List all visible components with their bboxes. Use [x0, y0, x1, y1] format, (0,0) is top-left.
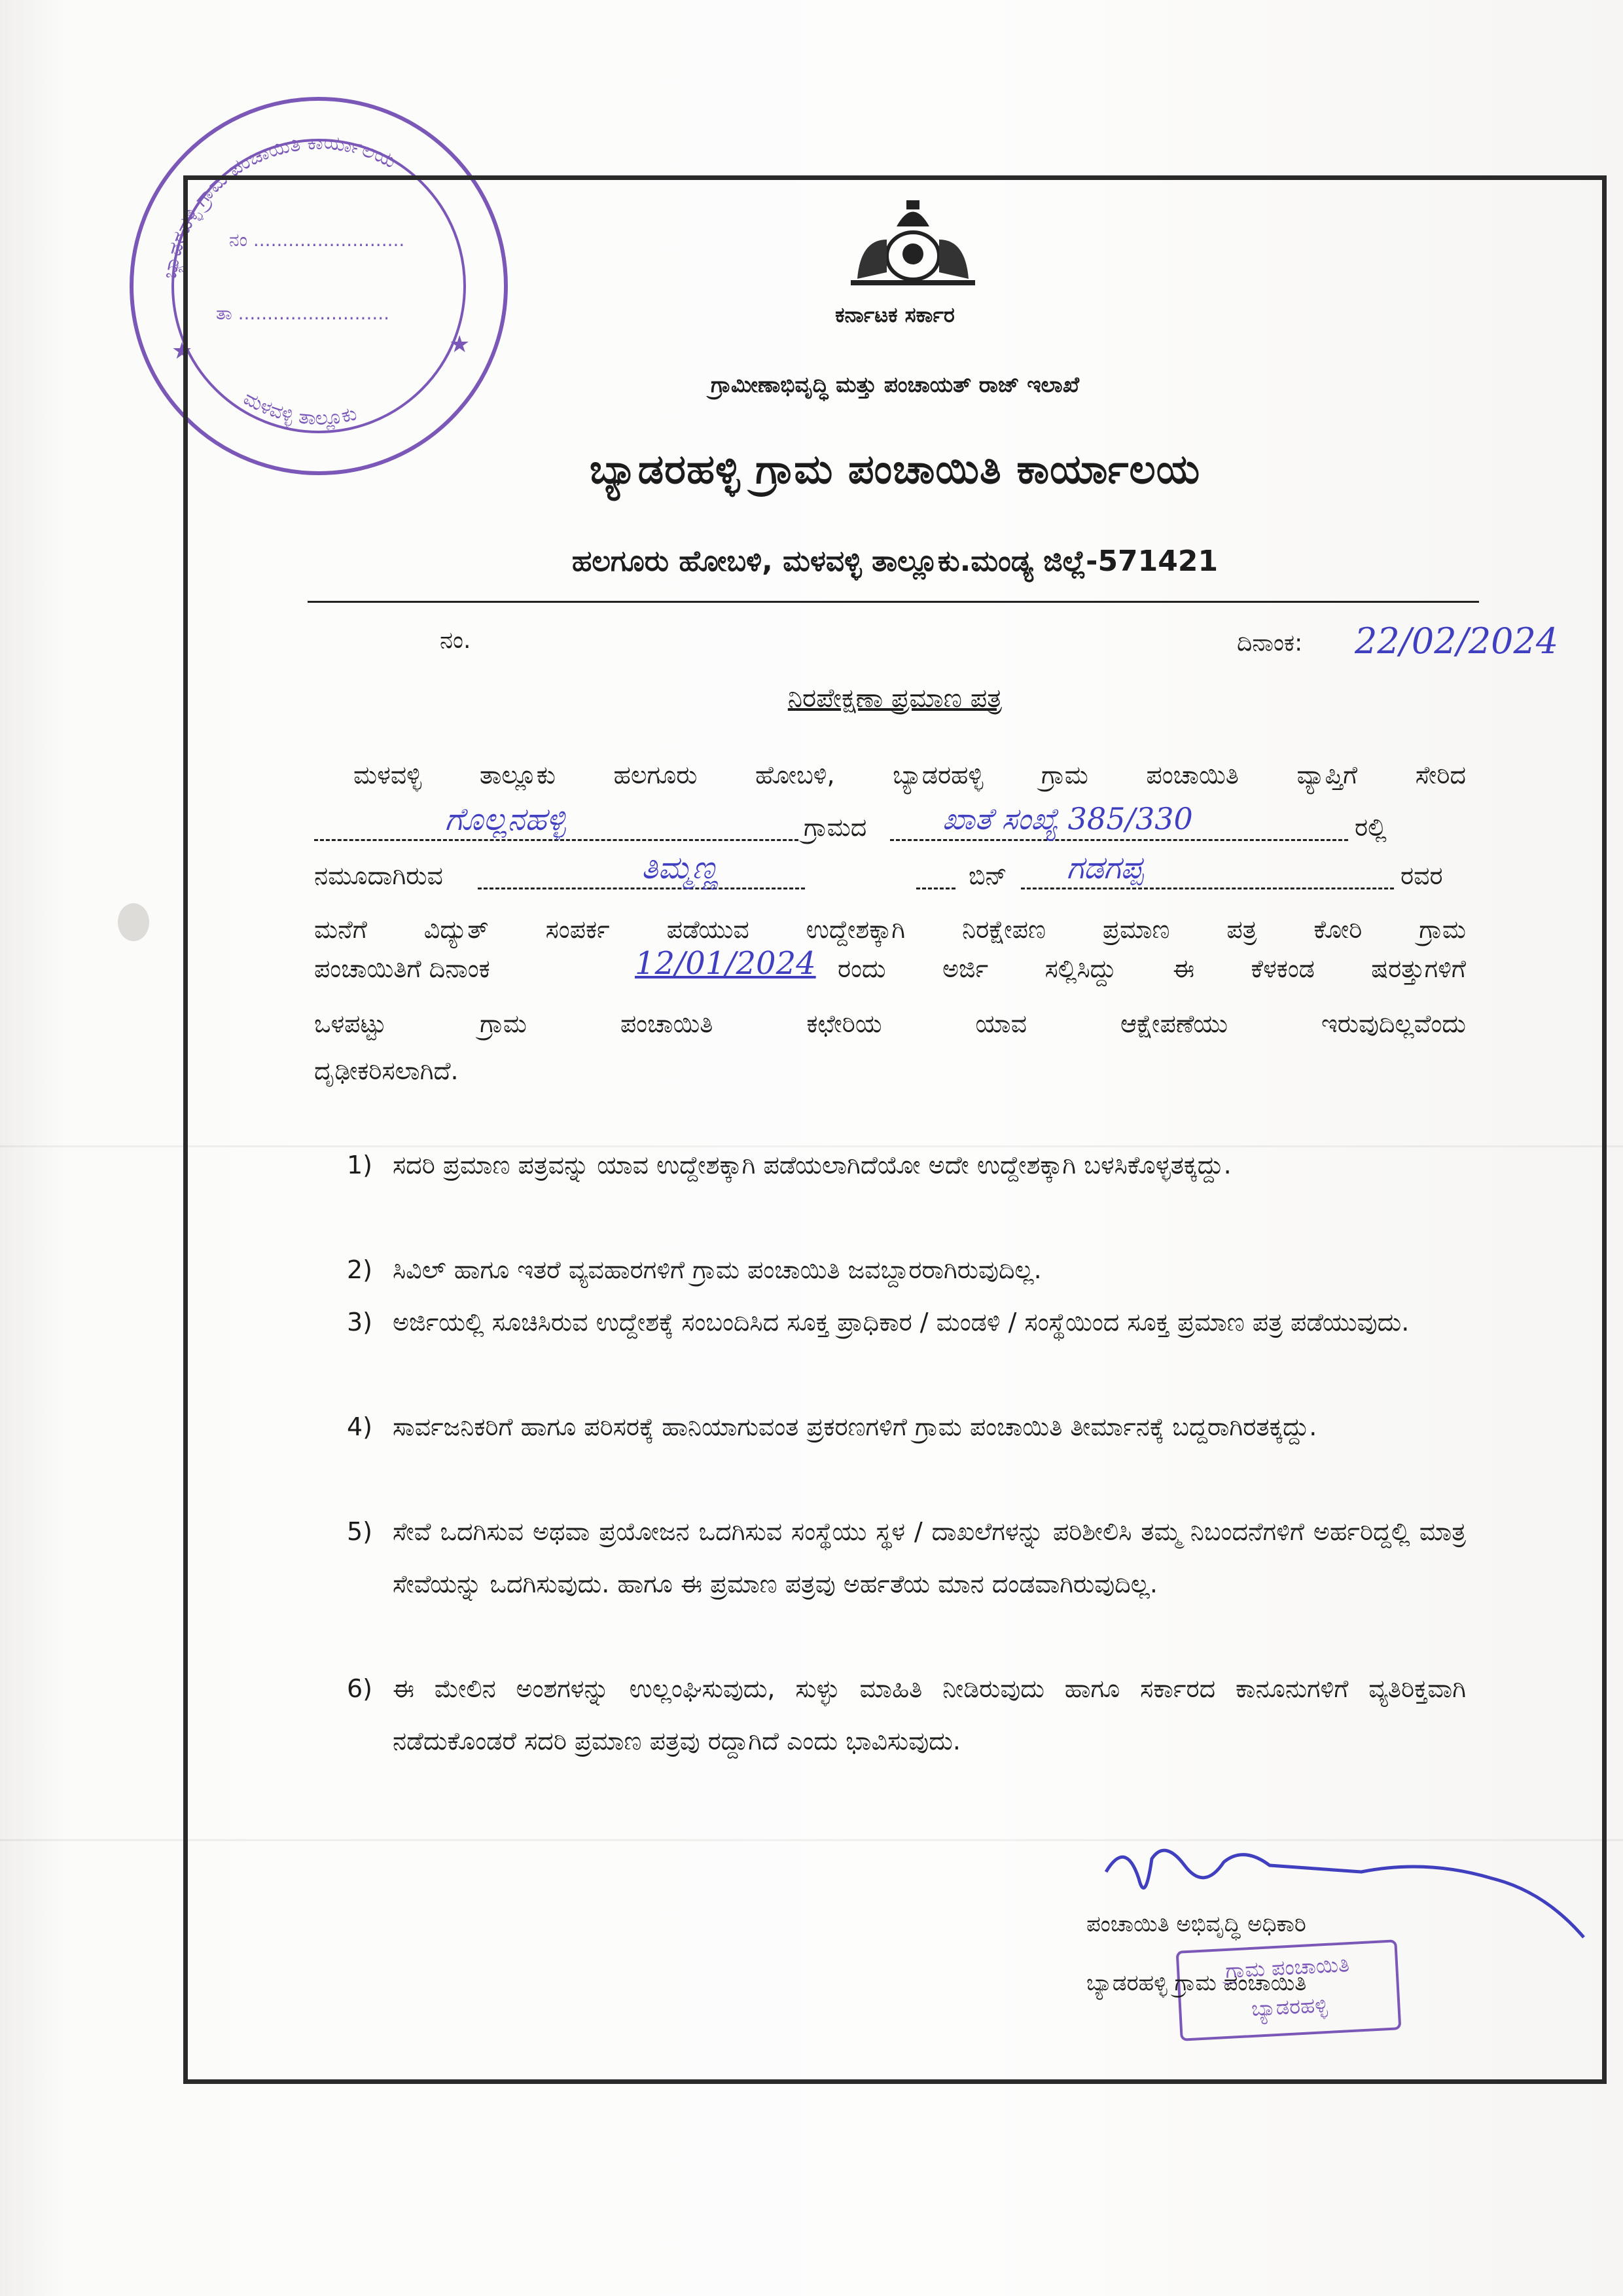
office-name: ಬ್ಯಾಡರಹಳ್ಳಿ ಗ್ರಾಮ ಪಂಚಾಯಿತಿ ಕಾರ್ಯಾಲಯ [589, 445, 1201, 493]
seal-line-1: ಗ್ರಾಮ ಪಂಚಾಯಿತಿ [1224, 1952, 1350, 1983]
village-suffix: ಗ್ರಾಮದ [804, 813, 867, 842]
condition-item: 2) ಸಿವಿಲ್ ಹಾಗೂ ಇತರೆ ವ್ಯವಹಾರಗಳಿಗೆ ಗ್ರಾಮ ಪಂಚಾಯಿತಿ ಜವಬ್ದಾರರಾಗಿರುವುದಿಲ್ಲ. [347, 1255, 1042, 1284]
date-value-handwritten: 22/02/2024 [1355, 620, 1559, 662]
condition-item: 3) ಅರ್ಜಿಯಲ್ಲಿ ಸೂಚಿಸಿರುವ ಉದ್ದೇಶಕ್ಕೆ ಸಂಬಂದಿಸಿದ ಸೂಕ್ತ ಪ್ರಾಧಿಕಾರ / ಮಂಡಳಿ / ಸಂಸ್ಥೆಯಿಂದ ಸೂಕ್ತ ಪ್ರಮಾಣ ಪತ್ರ ಪಡೆಯುವುದು. [347, 1308, 1410, 1336]
signatory-designation: ಪಂಚಾಯಿತಿ ಅಭಿವೃದ್ಧಿ ಅಧಿಕಾರಿ [1086, 1911, 1306, 1937]
village-value-handwritten: ಗೊಲ್ಲನಹಳ್ಳಿ [445, 801, 566, 838]
bin-label: ಬಿನ್ [969, 861, 1007, 890]
signatory-office: ಬ್ಯಾಡರಹಳ್ಳಿ ಗ್ರಾಮ ಪಂಚಾಯಿತಿ [1086, 1970, 1307, 1996]
property-value-handwritten: ಖಾತೆ ಸಂಖ್ಯೆ 385/330 [942, 801, 1193, 836]
line4-post: ರಂದು ಅರ್ಜಿ ಸಲ್ಲಿಸಿದ್ದು ಈ ಕೆಳಕಂಡ ಷರತ್ತುಗಳಿಗೆ [838, 954, 1466, 983]
body-line-name [314, 850, 1466, 903]
certificate-title: ನಿರಪೇಕ್ಷಣಾ ಪ್ರಮಾಣ ಪತ್ರ [787, 683, 1003, 713]
government-name: ಕರ್ನಾಟಕ ಸರ್ಕಾರ [835, 302, 955, 327]
stamp-outer-text: ಬ್ಯಾಡರಹಳ್ಳಿ ಗ್ರಾಮ ಪಂಚಾಯಿತಿ ಕಾರ್ಯಾಲಯ [158, 130, 400, 281]
body-line-4 [314, 945, 1466, 996]
body-line-village [314, 801, 1466, 855]
condition-item: 6) ಈ ಮೇಲಿನ ಅಂಶಗಳನ್ನು ಉಲ್ಲಂಘಿಸುವುದು, ಸುಳ್ಳು ಮಾಹಿತಿ ನೀಡಿರುವುದು ಹಾಗೂ ಸರ್ಕಾರದ ಕಾನೂನುಗಳಿಗೆ ವ್ಯತಿರಿಕ್ತವಾಗಿ ನಡೆದುಕೊಂಡರೆ ಸದರಿ ಪ್ರಮಾಣ ಪತ್ರವು ರದ್ದಾಗಿದೆ ಎಂದು ಭಾವಿಸುವುದು. [347, 1674, 1466, 1755]
condition-item: 5) ಸೇವೆ ಒದಗಿಸುವ ಅಥವಾ ಪ್ರಯೋಜನ ಒದಗಿಸುವ ಸಂಸ್ಥೆಯು ಸ್ಥಳ / ದಾಖಲೆಗಳನ್ನು ಪರಿಶೀಲಿಸಿ ತಮ್ಮ ನಿಬಂದನೆಗಳಿಗೆ ಅರ್ಹರಿದ್ದಲ್ಲಿ ಮಾತ್ರ ಸೇವೆಯನ್ನು ಒದಗಿಸುವುದು. ಹಾಗೂ ಈ ಪ್ರಮಾಣ ಪತ್ರವು ಅರ್ಹತೆಯ ಮಾನ ದಂಡವಾಗಿರುವುದಿಲ್ಲ. [347, 1517, 1466, 1598]
name-value-handwritten: ತಿಮ್ಮಣ್ಣ [641, 850, 719, 886]
property-suffix: ರಲ್ಲಿ [1355, 813, 1387, 842]
seal-line-2: ಬ್ಯಾಡರಹಳ್ಳಿ [1251, 1992, 1329, 2021]
header-divider [308, 601, 1479, 603]
stamp-star-left: ★ [171, 338, 193, 365]
state-emblem-icon [831, 194, 995, 292]
body-line-6: ದೃಢೀಕರಿಸಲಾಗಿದೆ. [314, 1056, 459, 1085]
stamp-star-right: ★ [449, 331, 471, 358]
date-label: ದಿನಾಂಕ: [1237, 630, 1303, 656]
condition-item: 1) ಸದರಿ ಪ್ರಮಾಣ ಪತ್ರವನ್ನು ಯಾವ ಉದ್ದೇಶಕ್ಕಾಗಿ ಪಡೆಯಲಾಗಿದೆಯೋ ಅದೇ ಉದ್ದೇಶಕ್ಕಾಗಿ ಬಳಸಿಕೊಳ್ಳತಕ್ಕದ್ದು. [347, 1151, 1232, 1179]
registered-label: ನಮೂದಾಗಿರುವ [314, 861, 443, 890]
punch-hole [118, 903, 149, 941]
office-address: ಹಲಗೂರು ಹೋಬಳಿ, ಮಳವಳ್ಳಿ ತಾಲ್ಲೂಕು.ಮಂಡ್ಯ ಜಿಲ್ಲೆ-571421 [571, 545, 1219, 578]
body-line-5: ಒಳಪಟ್ಟು ಗ್ರಾಮ ಪಂಚಾಯಿತಿ ಕಛೇರಿಯ ಯಾವ ಆಕ್ಷೇಪಣೆಯು ಇರುವುದಿಲ್ಲವೆಂದು [314, 1009, 1466, 1038]
application-date-handwritten: 12/01/2024 [635, 945, 816, 982]
department-name: ಗ್ರಾಮೀಣಾಭಿವೃದ್ಧಿ ಮತ್ತು ಪಂಚಾಯತ್ ರಾಜ್ ಇಲಾಖೆ [710, 372, 1080, 397]
body-intro: ಮಳವಳ್ಳಿ ತಾಲ್ಲೂಕು ಹಲಗೂರು ಹೋಬಳಿ, ಬ್ಯಾಡರಹಳ್ಳಿ ಗ್ರಾಮ ಪಂಚಾಯಿತಿ ವ್ಯಾಪ್ತಿಗೆ ಸೇರಿದ [353, 761, 1466, 789]
stamp-date-label: ತಾ .......................... [216, 302, 390, 324]
condition-item: 4) ಸಾರ್ವಜನಿಕರಿಗೆ ಹಾಗೂ ಪರಿಸರಕ್ಕೆ ಹಾನಿಯಾಗುವಂತ ಪ್ರಕರಣಗಳಿಗೆ ಗ್ರಾಮ ಪಂಚಾಯಿತಿ ತೀರ್ಮಾನಕ್ಕೆ ಬದ್ದರಾಗಿರತಕ್ಕದ್ದು. [347, 1412, 1317, 1441]
stamp-no-label: ನಂ .......................... [229, 229, 405, 251]
stamp-bottom-text: ಮಳವಳ್ಳಿ ತಾಲ್ಲೂಕು [240, 386, 359, 431]
body-line-3: ಮನೆಗೆ ವಿದ್ಯುತ್ ಸಂಪರ್ಕ ಪಡೆಯುವ ಉದ್ದೇಶಕ್ಕಾಗಿ ನಿರಕ್ಷೇಪಣ ಪ್ರಮಾಣ ಪತ್ರ ಕೋರಿ ಗ್ರಾಮ [314, 915, 1466, 944]
ref-number-label: ನಂ. [440, 627, 471, 654]
ravara-text: ರವರ [1400, 861, 1443, 890]
line4-pre: ಪಂಚಾಯಿತಿಗೆ ದಿನಾಂಕ [314, 954, 490, 983]
father-value-handwritten: ಗಡಗಪ್ಪ [1067, 850, 1143, 886]
